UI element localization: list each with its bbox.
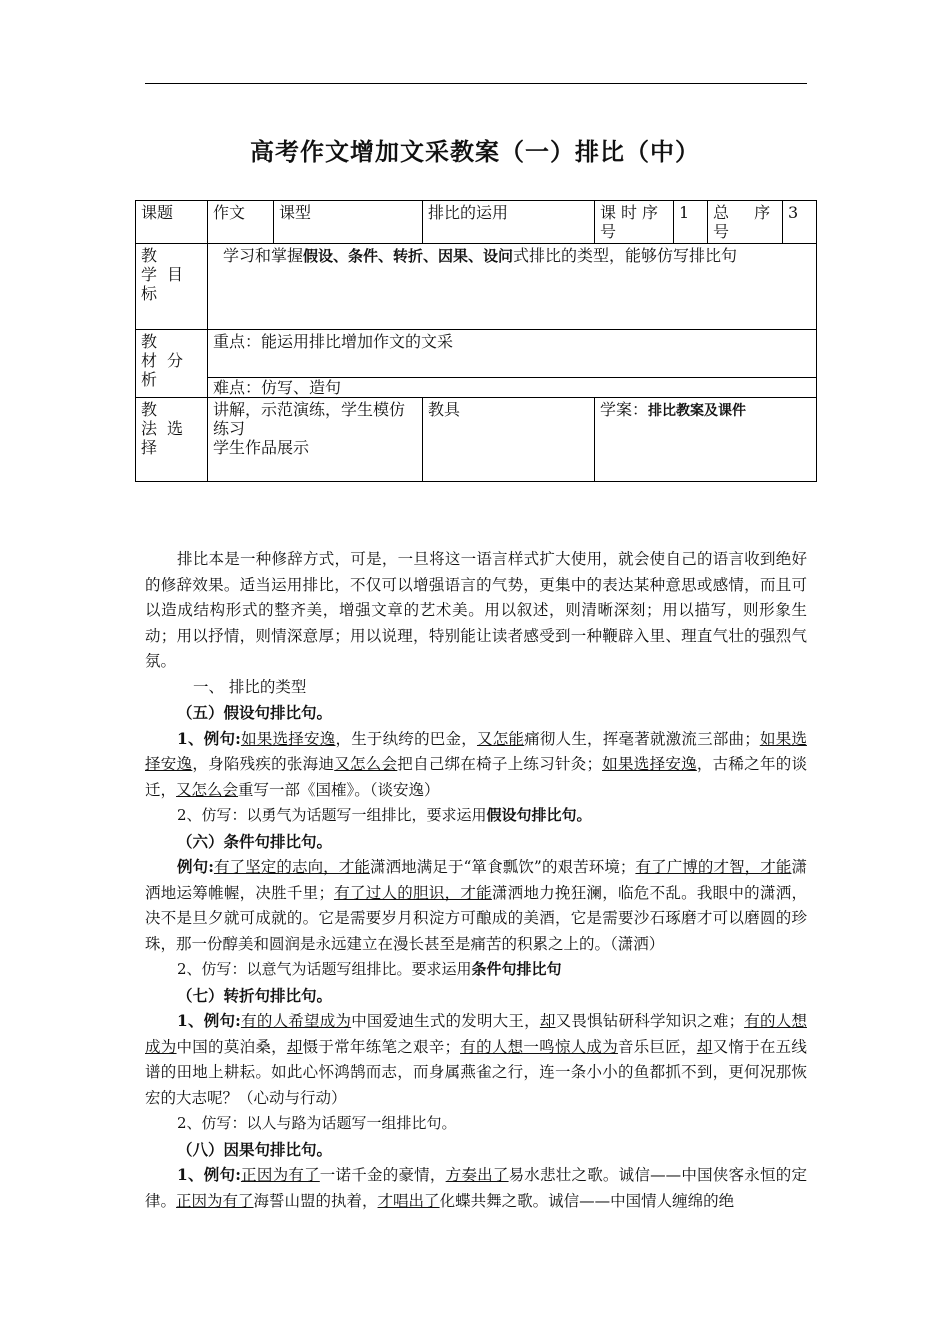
example-paragraph xyxy=(145,1008,807,1111)
goal-types: 假设、条件、转折、因果、设问 xyxy=(303,247,514,265)
example-label: 1、例句: xyxy=(177,728,241,748)
example-paragraph xyxy=(145,854,807,957)
example-label: 1、例句: xyxy=(177,1011,241,1030)
example-label: 例句: xyxy=(177,857,214,876)
subsection-heading: （七）转折句排比句。 xyxy=(177,985,333,1005)
underlined-phrase: 有的人想一鸣惊人成为 xyxy=(460,1037,618,1056)
practice-paragraph xyxy=(145,803,807,829)
intro-paragraph: 排比本是一种修辞方式，可是，一旦将这一语言样式扩大使用，就会使自己的语言收到绝好的修辞效果。适当运用排比，不仅可以增强语言的气势，更集中的表达某种意思或感情，而且可以造成结构形式的整齐美，增强文章的艺术美。用以叙述，则清晰深刻；用以描写，则形象生动；用以抒情，则情深意厚；用以说理，特别能让读者感受到一种鞭辟入里、理直气壮的强烈气氛。 xyxy=(145,550,807,670)
practice-paragraph: 2、仿写：以人与路为话题写一组排比句。 xyxy=(177,1114,457,1132)
underlined-phrase: 方奏出了 xyxy=(445,1166,509,1184)
table-row xyxy=(136,201,817,244)
example-text: 又惰于在五线谱的田地上耕耘。如此心怀鸿鹄而志，而身属燕雀之行，连一条小小的鱼都抓不到，更何况那恢宏的大志呢？（心动与行动） xyxy=(145,1037,807,1107)
cell-analysis-label: 教 材分析 xyxy=(136,330,208,398)
cell-period-label: 课时序号 xyxy=(595,201,674,244)
cell-total-value: 3 xyxy=(783,201,817,244)
underlined-phrase: 有了坚定的志向，才能 xyxy=(213,858,370,876)
example-paragraph xyxy=(145,726,807,804)
example-label: 1、例句: xyxy=(177,1165,241,1184)
underlined-phrase: 如果选择安逸 xyxy=(240,729,336,748)
example-paragraph xyxy=(145,1162,807,1214)
underlined-phrase: 有了过人的胆识，才能 xyxy=(333,883,492,902)
cell-type-label: 课型 xyxy=(274,201,423,244)
goal-text-pre: 学习和掌握 xyxy=(223,246,304,265)
practice-emphasis: 假设句排比句。 xyxy=(486,806,592,824)
underlined-phrase: 却 xyxy=(286,1037,303,1056)
method-text-2: 学生作品展示 xyxy=(213,438,310,457)
table-row xyxy=(136,330,817,378)
subsection-heading: （六）条件句排比句。 xyxy=(177,831,333,851)
example-text: 潇洒地运筹帷幄，决胜千里； xyxy=(145,858,807,902)
cell-type-value: 排比的运用 xyxy=(423,201,595,244)
subsection-heading: （五）假设句排比句。 xyxy=(177,703,333,722)
header-rule xyxy=(145,83,807,84)
example-text: 化蝶共舞之歌。诚信——中国情人缠绵的绝 xyxy=(439,1191,735,1210)
example-text: 一诺千金的豪情， xyxy=(319,1166,446,1184)
example-text: 潇洒地力挽狂澜，临危不乱。我眼中的潇洒，决不是旦夕就可成就的。它是需要岁月积淀方可酿成的美酒，它是需要沙石琢磨才可以磨圆的珍珠，那一份醇美和圆润是永远建立在漫长甚至是痛苦的积累之上的。（潇洒） xyxy=(145,883,807,953)
article-body xyxy=(145,547,807,1214)
cell-total-label: 总 序号 xyxy=(708,201,783,244)
cell-hard-point: 难点：仿写、造句 xyxy=(208,378,817,398)
cell-period-value: 1 xyxy=(674,201,708,244)
underlined-phrase: 又怎么会 xyxy=(176,780,239,799)
example-text: 中国爱迪生式的发明大王， xyxy=(351,1012,540,1030)
cell-method-value xyxy=(208,398,423,482)
cell-plan xyxy=(595,398,817,482)
underlined-phrase: 如果选择安逸 xyxy=(145,729,807,773)
cell-goal-value xyxy=(208,244,817,330)
example-text: 易水悲壮之歌。诚信——中国侠客永恒的定律。 xyxy=(145,1166,807,1210)
underlined-phrase: 有的人希望成为 xyxy=(240,1012,352,1030)
underlined-phrase: 又怎能 xyxy=(476,729,525,748)
example-text: 把自己绑在椅子上练习针灸； xyxy=(397,755,602,773)
underlined-phrase: 却 xyxy=(539,1012,556,1030)
example-text: ，古稀之年的谈迁， xyxy=(145,755,807,799)
page-title: 高考作文增加文采教案（一）排比（中） xyxy=(250,138,700,166)
plan-label: 学案： xyxy=(600,400,649,419)
example-text: 中国的莫泊桑， xyxy=(176,1037,287,1056)
section-heading: 一、 排比的类型 xyxy=(193,677,307,696)
cell-topic-label: 课题 xyxy=(136,201,208,244)
method-text: 讲解，示范演练，学生模仿练习 xyxy=(213,400,406,438)
underlined-phrase: 有了广博的才智，才能 xyxy=(635,858,792,876)
cell-goal-label: 教 学目标 xyxy=(136,244,208,330)
table-row xyxy=(136,244,817,330)
underlined-phrase: 如果选择安逸 xyxy=(602,755,697,773)
example-text: 潇洒地满足于“箪食瓢饮”的艰苦环境； xyxy=(369,858,636,876)
example-text: 音乐巨匠， xyxy=(617,1037,697,1056)
example-text: ，生于纨绔的巴金， xyxy=(335,729,477,748)
cell-method-label: 教 法选择 xyxy=(136,398,208,482)
underlined-phrase: 才唱出了 xyxy=(377,1191,440,1210)
cell-topic-value: 作文 xyxy=(208,201,274,244)
plan-value: 排比教案及课件 xyxy=(648,403,747,419)
lesson-info-table xyxy=(135,200,817,482)
cell-key-point: 重点：能运用排比增加作文的文采 xyxy=(208,330,817,378)
practice-paragraph xyxy=(145,957,807,983)
example-text: 痛彻人生，挥毫著就激流三部曲； xyxy=(524,729,760,748)
goal-text-post: 式排比的类型，能够仿写排比句 xyxy=(513,246,738,265)
underlined-phrase: 又怎么会 xyxy=(334,755,398,773)
example-text: 又畏惧钻研科学知识之难； xyxy=(555,1012,745,1030)
table-row xyxy=(136,378,817,398)
cell-tools-label: 教具 xyxy=(423,398,595,482)
practice-emphasis: 条件句排比句 xyxy=(471,960,562,978)
example-text: 海誓山盟的执着， xyxy=(253,1191,378,1210)
underlined-phrase: 正因为有了 xyxy=(240,1166,320,1184)
underlined-phrase: 却 xyxy=(696,1037,713,1056)
example-text: ，身陷残疾的张海迪 xyxy=(192,755,335,773)
table-row xyxy=(136,398,817,482)
underlined-phrase: 有的人想成为 xyxy=(145,1012,807,1056)
example-text: 慑于常年练笔之艰辛； xyxy=(302,1037,461,1056)
example-text: 重写一部《国榷》。（谈安逸） xyxy=(238,780,440,799)
subsection-heading: （八）因果句排比句。 xyxy=(177,1139,333,1159)
practice-text: 2、仿写：以勇气为话题写一组排比，要求运用 xyxy=(177,806,487,824)
underlined-phrase: 正因为有了 xyxy=(176,1191,254,1210)
practice-text: 2、仿写：以意气为话题写组排比。要求运用 xyxy=(177,960,472,978)
